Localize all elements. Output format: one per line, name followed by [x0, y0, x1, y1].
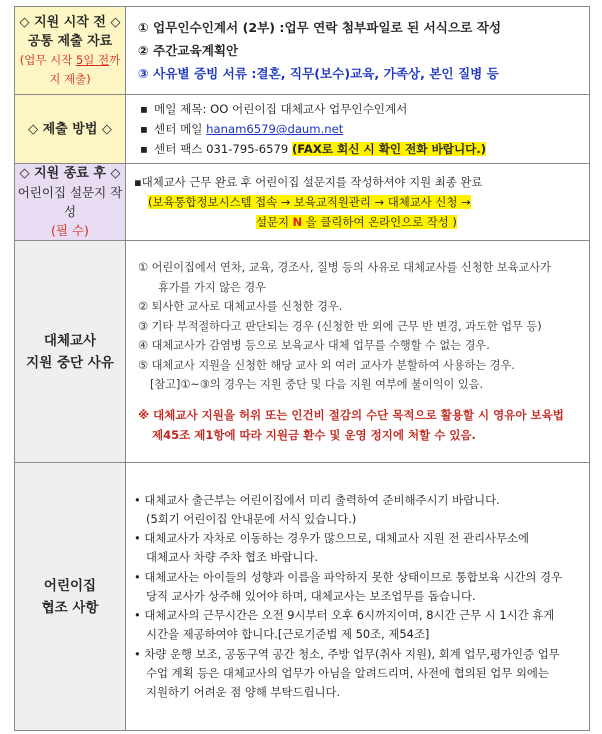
label-submit-method: [15, 95, 126, 164]
before-start-title: ◇ 지원 시작 전 ◇: [19, 14, 121, 30]
before-start-deadline: [15, 51, 125, 89]
spacer: [138, 395, 581, 405]
stop-reasons-label-2: 지원 중단 사유: [26, 354, 114, 371]
coop-line-7: • 대체교사의 근무시간은 오전 9시부터 오후 6시까지이며, 8시간 근무 시 1시간 휴게: [134, 608, 555, 623]
support-guide-table-wrapper: [14, 6, 590, 731]
stop-reason-5: ⑤ 대체교사 지원을 신청한 해당 교사 외 여러 교사가 분할하여 사용하는 경우.: [138, 358, 515, 372]
bullet-icon: ▪: [140, 102, 148, 116]
center-mail-label: 센터 메일: [154, 122, 203, 136]
stop-reason-2: ② 퇴사한 교사로 대체교사를 신청한 경우.: [138, 300, 343, 314]
required-doc-3-text: :결혼, 직무(보수)교육, 가족상, 본인 질병 등: [251, 66, 499, 81]
coop-line-10: 수업 계획 등은 대체교사의 업무가 아님을 알려드리며, 사전에 협의된 업무 외에는: [146, 665, 549, 680]
center-mail-line: [140, 119, 581, 139]
required-doc-2: ② 주간교육계획안: [138, 43, 239, 58]
fax-note: (FAX로 회신 시 확인 전화 바랍니다.): [292, 142, 487, 156]
survey-path-2-pre: 설문지: [256, 215, 293, 229]
survey-path-2-post: 을 클릭하여 온라인으로 작성 ): [302, 215, 457, 229]
after-end-required: (필 수): [51, 223, 89, 238]
mail-subject: 메일 제목: OO 어린이집 대체교사 업무인수인계서: [154, 102, 408, 116]
content-cooperation: [126, 463, 590, 731]
required-doc-3-mark: ③: [138, 66, 149, 81]
content-submit-method: [126, 95, 590, 164]
support-guide-table: [14, 6, 590, 731]
warning-line-2: 제45조 제1항에 따라 지원금 환수 및 운영 정지에 처할 수 있음.: [152, 427, 476, 442]
survey-main: ▪대체교사 근무 완료 후 어린이집 설문지를 작성하셔야 지원 최종 완료: [134, 175, 483, 189]
survey-path-2: [134, 212, 581, 232]
stop-reason-3: ③ 기타 부적절하다고 판단되는 경우 (신청한 반 외에 근무 반 변경, 과도한 업무 등): [138, 319, 542, 333]
coop-line-2: (5회기 어린이집 안내문에 서식 있습니다.): [146, 512, 357, 527]
coop-line-9: • 차량 운행 보조, 공동구역 공간 청소, 주방 업무(취사 지원), 회계 업무,평가인증 업무: [134, 646, 560, 661]
deadline-pre: (업무 시작: [19, 52, 76, 67]
deadline-post: 까지 제출): [49, 52, 121, 86]
row-after-end: [15, 164, 590, 241]
submit-method-title: ◇ 제출 방법 ◇: [28, 121, 112, 137]
cooperation-label-1: 어린이집: [43, 577, 97, 594]
warning-line-1: ※ 대체교사 지원을 허위 또는 인건비 절감의 수단 목적으로 활용할 시 영유아 보육법: [138, 407, 564, 422]
required-doc-3: [138, 62, 581, 85]
row-before-start: [15, 7, 590, 95]
coop-line-11: 지원하기 어려운 점 양해 부탁드립니다.: [146, 684, 341, 699]
center-mail-link[interactable]: hanam6579@daum.net: [206, 122, 344, 136]
coop-line-6: 당직 교사가 상주해 있어야 하며, 대체교사는 보조업무를 돕습니다.: [146, 588, 476, 603]
row-cooperation: [15, 463, 590, 731]
content-after-end: [126, 164, 590, 241]
content-stop-reasons: [126, 241, 590, 463]
coop-line-3: • 대체교사가 자차로 이동하는 경우가 많으므로, 대체교사 지원 전 관리사무소에: [134, 531, 530, 546]
label-before-start: [15, 7, 126, 95]
content-before-start: [126, 7, 590, 95]
required-doc-3-label: 사유별 증빙 서류: [153, 66, 247, 81]
after-end-subtitle: 어린이집 설문지 작성: [17, 185, 123, 219]
stop-reason-1: ① 어린이집에서 연차, 교육, 경조사, 질병 등의 사유로 대체교사를 신청한 보육교사가: [138, 261, 551, 275]
required-doc-1: ① 업무인수인계서 (2부) :업무 연락 첨부파일로 된 서식으로 작성: [138, 20, 502, 35]
center-fax-line: [140, 139, 581, 159]
stop-reason-1-cont: 휴가를 가지 않은 경우: [158, 280, 266, 294]
center-fax-label: 센터 팩스 031-795-6579: [154, 142, 289, 156]
cooperation-label-2: 협조 사항: [41, 599, 99, 616]
label-stop-reasons: [15, 241, 126, 463]
stop-reasons-label-1: 대체교사: [43, 332, 97, 349]
deadline-days: 5일 전: [75, 52, 110, 67]
coop-line-1: • 대체교사 출근부는 어린이집에서 미리 출력하여 준비해주시기 바랍니다.: [134, 492, 500, 507]
after-end-title: ◇ 지원 종료 후 ◇: [19, 166, 121, 181]
stop-reason-note: [참고]①~③의 경우는 지원 중단 및 다음 지원 여부에 불이익이 있음.: [150, 378, 484, 392]
coop-line-4: 대체교사 차량 주차 협조 바랍니다.: [146, 550, 319, 565]
bullet-icon: ▪: [140, 122, 148, 136]
survey-new-marker: N: [292, 215, 303, 229]
survey-path-1: [134, 192, 581, 212]
mail-subject-line: [140, 99, 581, 119]
before-start-subtitle: 공통 제출 자료: [27, 33, 113, 49]
label-cooperation: [15, 463, 126, 731]
survey-path-1-text: (보육통합정보시스템 접속 → 보육교직원관리 → 대체교사 신청 →: [148, 195, 471, 209]
survey-path-2-text: [256, 215, 457, 229]
coop-line-8: 시간을 제공하여야 합니다.[근로기준법 제 50조, 제54조]: [146, 627, 430, 642]
label-after-end: [15, 164, 126, 241]
stop-reason-4: ④ 대체교사가 감염병 등으로 보육교사 대체 업무를 수행할 수 없는 경우.: [138, 339, 490, 353]
row-stop-reasons: [15, 241, 590, 463]
row-submit-method: [15, 95, 590, 164]
bullet-icon: ▪: [140, 142, 148, 156]
coop-line-5: • 대체교사는 아이들의 성향과 이름을 파악하지 못한 상태이므로 통합보육 시간의 경우: [134, 569, 563, 584]
